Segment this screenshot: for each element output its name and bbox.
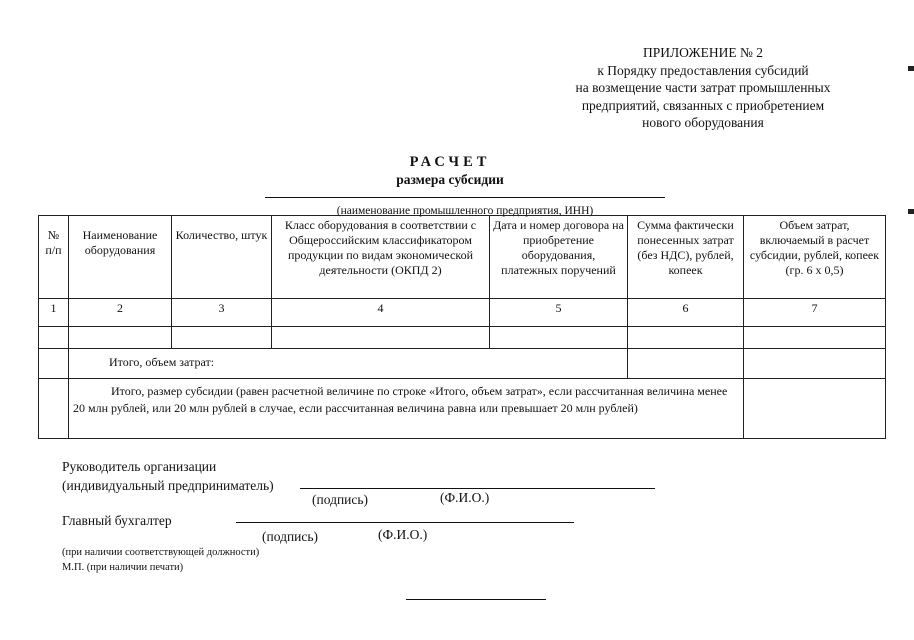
- empty-cell: [39, 349, 69, 379]
- document-title: РАСЧЕТ: [409, 154, 491, 170]
- total-costs-row: [39, 349, 886, 379]
- footer-rule: [406, 599, 546, 600]
- annex-line-3: предприятий, связанных с приобретением: [581, 97, 825, 113]
- accountant-signature-caption: (подпись): [262, 529, 319, 544]
- total-costs-label: Итого, объем затрат:: [69, 349, 628, 379]
- empty-cell: [744, 327, 886, 349]
- head-label-line-2: (индивидуальный предприниматель): [62, 478, 274, 493]
- column-number-4: 4: [272, 299, 490, 327]
- empty-cell: [628, 327, 744, 349]
- head-signature-caption: (подпись): [312, 492, 369, 507]
- document-subtitle: размера субсидии: [396, 172, 504, 187]
- enterprise-name-caption: (наименование промышленного предприятия, ИНН): [336, 205, 594, 217]
- empty-cell: [39, 327, 69, 349]
- empty-cell: [490, 327, 628, 349]
- header-cell-included-costs: Объем затрат, включаемый в расчет субсидии, рублей, копеек (гр. 6 х 0,5): [744, 216, 886, 299]
- note-stamp: М.П. (при наличии печати): [62, 562, 184, 573]
- column-number-7: 7: [744, 299, 886, 327]
- empty-cell: [69, 327, 172, 349]
- column-number-row: [39, 299, 886, 327]
- annex-line-4: нового оборудования: [642, 115, 764, 130]
- subsidy-amount-cell: [744, 379, 886, 439]
- empty-cell: [272, 327, 490, 349]
- head-signature-line: [300, 488, 655, 489]
- subsidy-total-label: Итого, размер субсидии (равен расчетной величине по строке «Итого, объем затрат», если рассчитанная величина менее 20 млн рублей, или 20 млн рублей в случае, если рассчитанная величина равна или превышает 20 млн рублей): [69, 379, 744, 439]
- head-label-line-1: Руководитель организации: [62, 459, 217, 474]
- accountant-name-caption: (Ф.И.О.): [378, 527, 428, 542]
- scan-mark-top: [908, 66, 914, 71]
- annex-line-1: к Порядку предоставления субсидий: [597, 62, 809, 78]
- header-cell-number: № п/п: [39, 216, 69, 299]
- header-cell-quantity: Количество, штук: [172, 216, 272, 299]
- accountant-label: Главный бухгалтер: [62, 513, 172, 528]
- annex-header: [548, 44, 858, 132]
- scan-mark-bottom: [908, 209, 914, 214]
- note-position: (при наличии соответствующей должности): [62, 547, 260, 558]
- column-number-6: 6: [628, 299, 744, 327]
- subsidy-total-row: [39, 379, 886, 439]
- header-cell-actual-costs: Сумма фактически понесенных затрат (без НДС), рублей, копеек: [628, 216, 744, 299]
- header-cell-contract: Дата и номер договора на приобретение оборудования, платежных поручений: [490, 216, 628, 299]
- calculation-table: [38, 215, 886, 439]
- empty-cell: [39, 379, 69, 439]
- column-number-3: 3: [172, 299, 272, 327]
- annex-title: ПРИЛОЖЕНИЕ № 2: [642, 45, 764, 60]
- header-cell-okpd-class: Класс оборудования в соответствии с Общероссийским классификатором продукции по видам экономической деятельности (ОКПД 2): [272, 216, 490, 299]
- enterprise-name-line: [265, 197, 665, 198]
- column-number-5: 5: [490, 299, 628, 327]
- column-number-1: 1: [39, 299, 69, 327]
- total-included-costs-cell: [744, 349, 886, 379]
- annex-line-2: на возмещение части затрат промышленных: [575, 80, 831, 95]
- head-name-caption: (Ф.И.О.): [440, 490, 490, 505]
- table-header-row: [39, 216, 886, 299]
- table-row: [39, 327, 886, 349]
- empty-cell: [172, 327, 272, 349]
- accountant-signature-line: [236, 522, 574, 523]
- column-number-2: 2: [69, 299, 172, 327]
- total-actual-costs-cell: [628, 349, 744, 379]
- header-cell-equipment-name: Наименование оборудования: [69, 216, 172, 299]
